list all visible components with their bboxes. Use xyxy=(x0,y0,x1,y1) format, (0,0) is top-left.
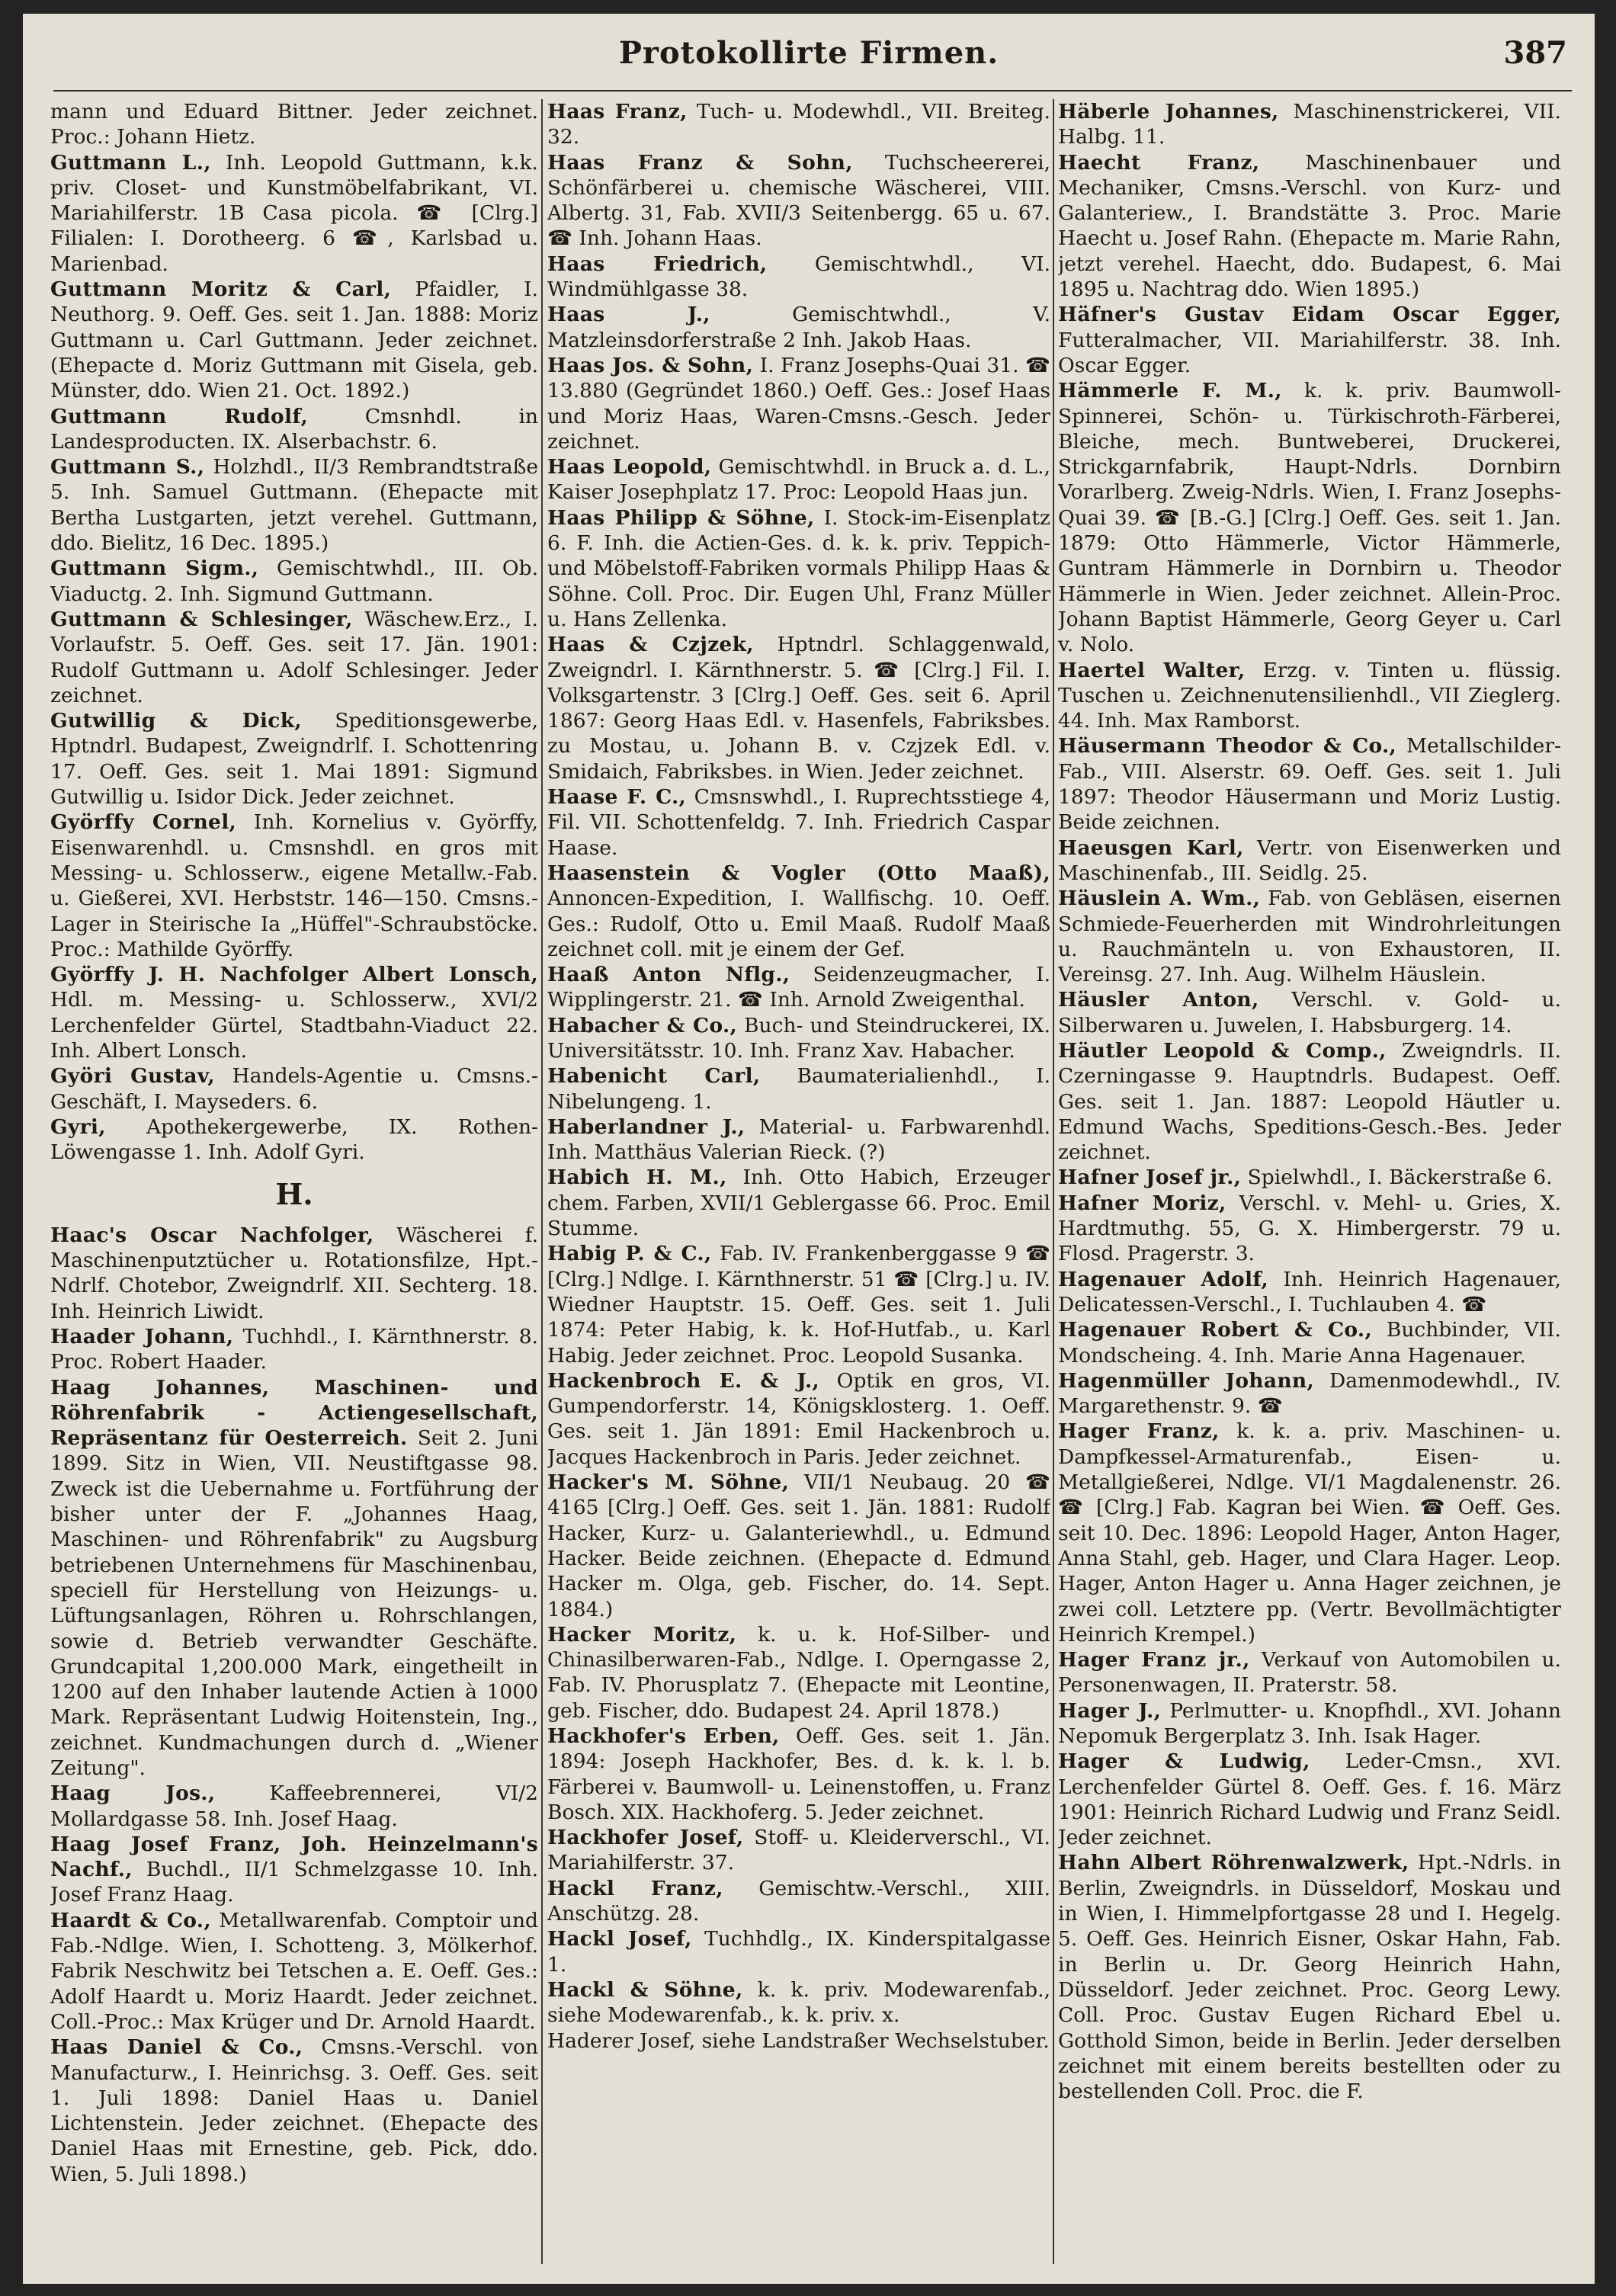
firm-entry xyxy=(547,2028,1050,2054)
firm-details: Verkauf von Automobilen u. Personenwagen, II. Praterstr. 58. xyxy=(1058,1648,1561,1698)
firm-details: Tuchscheererei, Schönfärberei u. chemische Wäscherei, VIII. Albertg. 31, Fab. XVII/3 Seitenbergg. 65 u. 67. ☎ Inh. Johann Haas. xyxy=(547,150,1050,251)
firm-details: Metallschilder-Fab., VIII. Alserstr. 69. Oeff. Ges. seit 1. Juli 1897: Theodor Häusermann und Moriz Lustig. Beide zeichnen. xyxy=(1058,734,1561,835)
firm-name: Haas Leopold, xyxy=(547,455,712,479)
firm-name: Hagenmüller Johann, xyxy=(1058,1368,1314,1393)
firm-entry xyxy=(1058,1647,1561,1698)
firm-details: k. u. k. Hof-Silber- und Chinasilberwaren-Fab., Ndlge. I. Operngasse 2, Fab. IV. Phorusplatz 7. (Ehepacte mit Leontine, geb. Fischer, ddo. Budapest 24. April 1878.) xyxy=(547,1622,1050,1723)
firm-name: Györffy J. H. Nachfolger Albert Lonsch, xyxy=(50,963,538,987)
firm-entry xyxy=(547,784,1050,861)
firm-details: Metallwarenfab. Comptoir und Fab.-Ndlge. Wien, I. Schotteng. 3, Mölkerhof. Fabrik Neschwitz bei Tetschen a. E. Oeff. Ges.: Adolf Haardt u. Moriz Haardt. Jeder zeichnet. Coll.-Proc.: Max Krüger und Dr. Arnold Haardt. xyxy=(50,1908,538,2034)
firm-name: Haberlandner J., xyxy=(547,1114,745,1139)
firm-entry xyxy=(50,708,538,810)
firm-name: Gutwillig & Dick, xyxy=(50,709,302,733)
firm-entry xyxy=(547,1876,1050,1927)
firm-details: Tuch- u. Modewhdl., VII. Breiteg. 32. xyxy=(547,100,1050,149)
firm-details: Pfaidler, I. Neuthorg. 9. Oeff. Ges. seit 1. Jan. 1888: Moriz Guttmann u. Carl Guttmann. Jeder zeichnet. (Ehepacte d. Moriz Guttmann mit Gisela, geb. Münster, ddo. Wien 21. Oct. 1892.) xyxy=(50,277,538,403)
firm-details: Inh. Leopold Guttmann, k.k. priv. Closet- und Kunstmöbelfabrikant, VI. Mariahilferstr. 1B Casa picola. ☎ [Clrg.] Filialen: I. Dorotheerg. 6 ☎, Karlsbad u. Marienbad. xyxy=(50,150,538,276)
firm-details: Inh. Otto Habich, Erzeuger chem. Farben, XVII/1 Geblergasse 66. Proc. Emil Stumme. xyxy=(547,1166,1050,1241)
firm-name: Habacher & Co., xyxy=(547,1013,738,1037)
directory-page xyxy=(23,14,1595,2284)
firm-entry xyxy=(1058,987,1561,1038)
firm-name: Hagenauer Robert & Co., xyxy=(1058,1318,1372,1342)
firm-entry xyxy=(547,505,1050,632)
firm-details: Cmsns.-Verschl. von Manufacturw., I. Heinrichsg. 3. Oeff. Ges. seit 1. Juli 1898: Daniel Haas u. Daniel Lichtenstein. Jeder zeichnet. (Ehepacte des Daniel Haas mit Ernestine, geb. Pick, ddo. Wien, 5. Juli 1898.) xyxy=(50,2035,538,2186)
firm-entry xyxy=(547,1063,1050,1114)
firm-details: Verschl. v. Mehl- u. Gries, X. Hardtmuthg. 55, G. X. Himbergerstr. 79 u. Flosd. Pragerstr. 3. xyxy=(1058,1191,1561,1266)
firm-name: Hackenbroch E. & J., xyxy=(547,1368,820,1393)
firm-details: Kaffeebrennerei, VI/2 Mollardgasse 58. Inh. Josef Haag. xyxy=(50,1781,538,1831)
firm-name: Guttmann & Schlesinger, xyxy=(50,607,353,631)
firm-name: Hackhofer's Erben, xyxy=(547,1724,780,1748)
column-divider xyxy=(541,99,543,2264)
firm-details: Damenmodewhdl., IV. Margarethenstr. 9. ☎ xyxy=(1058,1368,1561,1419)
firm-name: Haag Josef Franz, Joh. Heinzelmann's Nachf., xyxy=(50,1832,538,1882)
column-2 xyxy=(547,99,1050,2264)
firm-name: Häuslein A. Wm., xyxy=(1058,887,1261,911)
firm-name: Haas J., xyxy=(547,303,710,327)
firm-entry xyxy=(547,1622,1050,1724)
firm-details: Cmsnhdl. in Landesproducten. IX. Alserbachstr. 6. xyxy=(50,404,538,454)
firm-details: Buch- und Steindruckerei, IX. Universitätsstr. 10. Inh. Franz Xav. Habacher. xyxy=(547,1013,1050,1063)
firm-details: Gemischtw.-Verschl., XIII. Anschützg. 28. xyxy=(547,1876,1050,1926)
firm-entry xyxy=(1058,1419,1561,1647)
firm-name: Haardt & Co., xyxy=(50,1908,211,1932)
firm-entry xyxy=(547,353,1050,454)
firm-name: Gyri, xyxy=(50,1114,106,1139)
firm-details: Optik en gros, VI. Gumpendorferstr. 14, Königsklosterg. 1. Oeff. Ges. seit 1. Jän 1891: Emil Hackenbroch u. Jacques Hackenbroch in Paris. Jeder zeichnet. xyxy=(547,1368,1050,1469)
firm-entry xyxy=(547,1724,1050,1825)
firm-details: Gemischtwhdl., VI. Windmühlgasse 38. xyxy=(547,252,1050,302)
firm-entry xyxy=(1058,835,1561,887)
firm-entry xyxy=(50,556,538,607)
firm-details: Perlmutter- u. Knopfhdl., XVI. Johann Nepomuk Bergerplatz 3. Inh. Isak Hager. xyxy=(1058,1698,1561,1748)
firm-name: Györffy Cornel, xyxy=(50,810,237,835)
firm-entry xyxy=(50,607,538,708)
firm-name: Haader Johann, xyxy=(50,1324,234,1348)
firm-name: Haeusgen Karl, xyxy=(1058,835,1244,860)
firm-name: Habenicht Carl, xyxy=(547,1064,761,1089)
firm-entry xyxy=(547,861,1050,962)
firm-details: k. k. priv. Baumwoll-Spinnerei, Schön- u. Türkischroth-Färberei, Bleiche, mech. Buntweberei, Druckerei, Strickgarnfabrik, Haupt-Ndrls. Dornbirn Vorarlberg. Zweig-Ndrls. Wien, I. Franz Josephs-Quai 39. ☎ [B.-G.] [Clrg.] Oeff. Ges. seit 1. Jan. 1879: Otto Hämmerle, Victor Hämmerle, Guntram Hämmerle in Dornbirn u. Theodor Hämmerle in Wien. Jeder zeichnet. Allein-Proc. Johann Baptist Hämmerle, Georg Geyer u. Carl v. Nolo. xyxy=(1058,379,1561,657)
firm-name: Häutler Leopold & Comp., xyxy=(1058,1038,1387,1063)
firm-details: Inh. Kornelius v. Györffy, Eisenwarenhdl. u. Cmsnshdl. en gros mit Messing- u. Schlosserw., eigene Metallw.-Fab. u. Gießerei, XVI. Herbststr. 146—150. Cmsns.-Lager in Steirische Ia „Hüffel"-Schraubstöcke. Proc.: Mathilde Györffy. xyxy=(50,810,538,961)
firm-details: Buchdl., II/1 Schmelzgasse 10. Inh. Josef Franz Haag. xyxy=(50,1858,538,1907)
firm-entry xyxy=(1058,1165,1561,1190)
firm-entry xyxy=(547,1977,1050,2028)
firm-entry xyxy=(50,1781,538,1832)
firm-name: Habich H. M., xyxy=(547,1166,727,1190)
firm-entry xyxy=(547,454,1050,505)
firm-entry xyxy=(50,454,538,556)
firm-name: Haag Johannes, Maschinen- und Röhrenfabrik - Actiengesellschaft, Repräsentanz für Oesterreich. xyxy=(50,1375,538,1451)
firm-entry xyxy=(1058,1038,1561,1165)
firm-entry xyxy=(547,252,1050,303)
page-header xyxy=(23,35,1595,96)
firm-details: I. Franz Josephs-Quai 31. ☎ 13.880 (Gegründet 1860.) Oeff. Ges.: Josef Haas und Moriz Haas, Waren-Cmsns.-Gesch. Jeder zeichnet. xyxy=(547,353,1050,454)
firm-name: Hager Franz jr., xyxy=(1058,1648,1250,1672)
firm-details: Baumaterialienhdl., I. Nibelungeng. 1. xyxy=(547,1064,1050,1114)
firm-details: Wäschew.Erz., I. Vorlaufstr. 5. Oeff. Ges. seit 17. Jän. 1901: Rudolf Guttmann u. Adolf Schlesinger. Jeder zeichnet. xyxy=(50,607,538,707)
firm-entry xyxy=(547,632,1050,784)
firm-entry xyxy=(547,150,1050,252)
firm-entry xyxy=(547,99,1050,150)
firm-entry xyxy=(50,1832,538,1908)
firm-details: Gemischtwhdl., III. Ob. Viaductg. 2. Inh. Sigmund Guttmann. xyxy=(50,556,538,606)
firm-name: Hager & Ludwig, xyxy=(1058,1749,1310,1774)
firm-details: Erzg. v. Tinten u. flüssig. Tuschen u. Zeichnenutensilienhdl., VII Zieglerg. 44. Inh. Max Ramborst. xyxy=(1058,658,1561,733)
firm-name: Häfner's Gustav Eidam Oscar Egger, xyxy=(1058,303,1561,327)
firm-name: Haag Jos., xyxy=(50,1781,216,1806)
firm-details: Leder-Cmsn., XVI. Lerchenfelder Gürtel 8. Oeff. Ges. f. 16. März 1901: Heinrich Richard Ludwig und Franz Seidl. Jeder zeichnet. xyxy=(1058,1749,1561,1850)
firm-details: Gemischtwhdl. in Bruck a. d. L., Kaiser Josephplatz 17. Proc: Leopold Haas jun. xyxy=(547,455,1050,505)
firm-entry xyxy=(50,99,538,150)
header-rule xyxy=(53,90,1572,91)
firm-details: Verschl. v. Gold- u. Silberwaren u. Juwelen, I. Habsburgerg. 14. xyxy=(1058,988,1561,1037)
firm-name: Hackl Franz, xyxy=(547,1876,723,1900)
firm-name: Haas Philipp & Söhne, xyxy=(547,505,815,530)
column-1 xyxy=(50,99,538,2264)
firm-entry xyxy=(50,1908,538,2035)
firm-details: Buchbinder, VII. Mondscheing. 4. Inh. Marie Anna Hagenauer. xyxy=(1058,1318,1561,1368)
firm-details: Haderer Josef, siehe Landstraßer Wechselstuber. xyxy=(547,2028,1050,2053)
firm-name: Hackhofer Josef, xyxy=(547,1826,744,1850)
firm-name: Guttmann Rudolf, xyxy=(50,404,309,428)
firm-details: k. k. a. priv. Maschinen- u. Dampfkessel-Armaturenfab., Eisen- u. Metallgießerei, Ndlge. VI/1 Magdalenenstr. 26. ☎ [Clrg.] Fab. Kagran bei Wien. ☎ Oeff. Ges. seit 10. Dec. 1896: Leopold Hager, Anton Hager, Anna Stahl, geb. Hager, und Clara Hager. Leop. Hager, Anton Hager u. Anna Hager zeichnen, je zwei coll. Letztere pp. (Vertr. Bevollmächtigter Heinrich Krempel.) xyxy=(1058,1419,1561,1647)
firm-details: Apothekergewerbe, IX. Rothen-Löwengasse 1. Inh. Adolf Gyri. xyxy=(50,1114,538,1165)
firm-details: Seit 2. Juni 1899. Sitz in Wien, VII. Neustiftgasse 98. Zweck ist die Uebernahme u. Fortführung der bisher unter der F. „Johannes Haag, Maschinen- und Röhrenfabrik" zu Augsburg betriebenen Unternehmens für Maschinenbau, speciell für Herstellung von Heizungs- u. Lüftungsanlagen, Röhren u. Rohrschlangen, sowie d. Betrieb verwandter Geschäfte. Grundcapital 1,200.000 Mark, eingetheilt in 1200 auf den Inhaber lautende Actien à 1000 Mark. Repräsentant Ludwig Hoitenstein, Ing., zeichnet. Kundmachungen durch d. „Wiener Zeitung". xyxy=(50,1426,538,1780)
firm-details: Material- u. Farbwarenhdl. Inh. Matthäus Valerian Rieck. (?) xyxy=(547,1114,1050,1165)
firm-name: Hafner Moriz, xyxy=(1058,1191,1226,1215)
firm-name: Haac's Oscar Nachfolger, xyxy=(50,1223,374,1247)
firm-entry xyxy=(1058,1191,1561,1267)
firm-details: Stoff- u. Kleiderverschl., VI. Mariahilferstr. 37. xyxy=(547,1826,1050,1875)
firm-name: Habig P. & C., xyxy=(547,1242,712,1266)
firm-name: Hagenauer Adolf, xyxy=(1058,1267,1269,1291)
firm-details: k. k. priv. Modewarenfab., siehe Modewarenfab., k. k. priv. x. xyxy=(547,1977,1050,2028)
firm-details: Gemischtwhdl., V. Matzleinsdorferstraße 2 Inh. Jakob Haas. xyxy=(547,303,1050,352)
firm-name: Guttmann Sigm., xyxy=(50,556,259,581)
firm-details: Tuchhdlg., IX. Kinderspitalgasse 1. xyxy=(547,1927,1050,1977)
firm-name: Hacker Moritz, xyxy=(547,1622,737,1647)
firm-name: Häberle Johannes, xyxy=(1058,100,1279,123)
firm-details: Wäscherei f. Maschinenputztücher u. Rotationsfilze, Hpt.-Ndrlf. Chotebor, Zweigndrlf. XII. Sechterg. 18. Inh. Heinrich Liwidt. xyxy=(50,1223,538,1323)
running-title: Protokollirte Firmen. xyxy=(618,35,999,71)
firm-entry xyxy=(547,1825,1050,1876)
firm-name: Häusermann Theodor & Co., xyxy=(1058,734,1397,758)
firm-entry xyxy=(50,404,538,455)
firm-details: Cmsnswhdl., I. Ruprechtsstiege 4, Fil. VII. Schottenfeldg. 7. Inh. Friedrich Caspar Haase. xyxy=(547,785,1050,860)
firm-entry xyxy=(50,150,538,277)
firm-entry xyxy=(547,1165,1050,1241)
firm-details: Fab. von Gebläsen, eisernen Schmiede-Feuerherden mit Windrohrleitungen u. Rauchmänteln u. von Exhaustoren, II. Vereinsg. 27. Inh. Aug. Wilhelm Häuslein. xyxy=(1058,887,1561,987)
firm-entry xyxy=(1058,378,1561,657)
column-divider xyxy=(1053,99,1054,2264)
firm-entry xyxy=(50,2035,538,2187)
firm-name: Hacker's M. Söhne, xyxy=(547,1470,790,1495)
firm-name: Haasenstein & Vogler (Otto Maaß), xyxy=(547,861,1050,885)
firm-details: Inh. Heinrich Hagenauer, Delicatessen-Verschl., I. Tuchlauben 4. ☎ xyxy=(1058,1267,1561,1316)
firm-entry xyxy=(1058,1698,1561,1749)
firm-entry xyxy=(50,277,538,403)
firm-details: VII/1 Neubaug. 20 ☎ 4165 [Clrg.] Oeff. Ges. seit 1. Jän. 1881: Rudolf Hacker, Kurz- u. Galanteriewhdl., u. Edmund Hacker. Beide zeichnen. (Ehepacte d. Edmund Hacker m. Olga, geb. Fischer, do. 14. Sept. 1884.) xyxy=(547,1470,1050,1621)
firm-name: Haaß Anton Nflg., xyxy=(547,963,790,987)
firm-name: Hager Franz, xyxy=(1058,1419,1220,1444)
firm-entry xyxy=(547,302,1050,353)
firm-entry xyxy=(50,1375,538,1781)
firm-entry xyxy=(50,1223,538,1324)
firm-details: Speditionsgewerbe, Hptndrl. Budapest, Zweigndrlf. I. Schottenring 17. Oeff. Ges. seit 1. Mai 1891: Sigmund Gutwillig u. Isidor Dick. Jeder zeichnet. xyxy=(50,709,538,810)
firm-entry xyxy=(1058,1317,1561,1368)
firm-name: Haas & Czjzek, xyxy=(547,633,754,657)
firm-details: Spielwhdl., I. Bäckerstraße 6. xyxy=(1241,1166,1553,1190)
firm-entry xyxy=(50,1324,538,1375)
firm-entry xyxy=(1058,150,1561,303)
firm-entry xyxy=(547,1368,1050,1470)
firm-entry xyxy=(547,1013,1050,1064)
firm-details: Maschinenstrickerei, VII. Halbg. 11. xyxy=(1058,100,1561,149)
firm-entry xyxy=(547,1926,1050,1977)
firm-name: Haas Franz & Sohn, xyxy=(547,150,853,175)
firm-entry xyxy=(50,1063,538,1114)
firm-name: Hahn Albert Röhrenwalzwerk, xyxy=(1058,1851,1409,1875)
firm-entry xyxy=(50,962,538,1063)
firm-entry xyxy=(1058,1850,1561,2104)
firm-details: I. Stock-im-Eisenplatz 6. F. Inh. die Actien-Ges. d. k. k. priv. Teppich- und Möbelstoff-Fabriken vormals Philipp Haas & Söhne. Coll. Proc. Dir. Eugen Uhl, Franz Müller u. Hans Zellenka. xyxy=(547,505,1050,631)
firm-details: Fab. IV. Frankenberggasse 9 ☎ [Clrg.] Ndlge. I. Kärnthnerstr. 51 ☎ [Clrg.] u. IV. Wiedner Hauptstr. 15. Oeff. Ges. seit 1. Juli 1874: Peter Habig, k. k. Hof-Hutfab., u. Karl Habig. Jeder zeichnet. Proc. Leopold Susanka. xyxy=(547,1242,1050,1368)
firm-entry xyxy=(50,810,538,962)
firm-name: Haecht Franz, xyxy=(1058,150,1260,175)
firm-name: Hackl Josef, xyxy=(547,1927,692,1951)
firm-entry xyxy=(1058,1267,1561,1318)
firm-details: Zweigndrls. II. Czerningasse 9. Hauptndrls. Budapest. Oeff. Ges. seit 1. Jan. 1887: Leopold Häutler u. Edmund Wachs, Speditions-Gesch.-Bes. Jeder zeichnet. xyxy=(1058,1038,1561,1165)
firm-details: Maschinenbauer und Mechaniker, Cmsns.-Verschl. von Kurz- und Galanteriew., I. Brandstätte 3. Proc. Marie Haecht u. Josef Rahn. (Ehepacte m. Marie Rahn, jetzt verehel. Haecht, ddo. Budapest, 6. Mai 1895 u. Nachtrag ddo. Wien 1895.) xyxy=(1058,150,1561,302)
firm-details: Handels-Agentie u. Cmsns.-Geschäft, I. Mayseders. 6. xyxy=(50,1064,538,1114)
firm-name: Häusler Anton, xyxy=(1058,988,1259,1012)
firm-entry xyxy=(547,1241,1050,1368)
firm-entry xyxy=(1058,1368,1561,1419)
firm-name: Hämmerle F. M., xyxy=(1058,379,1282,403)
firm-details: Vertr. von Eisenwerken und Maschinenfab., III. Seidlg. 25. xyxy=(1058,835,1561,885)
firm-details: Hptndrl. Schlaggenwald, Zweigndrl. I. Kärnthnerstr. 5. ☎ [Clrg.] Fil. I. Volksgartenstr. 3 [Clrg.] Oeff. Ges. seit 6. April 1867: Georg Haas Edl. v. Hasenfels, Fabriksbes. zu Mostau, u. Johann B. v. Czjzek Edl. v. Smidaich, Fabriksbes. in Wien. Jeder zeichnet. xyxy=(547,633,1050,784)
firm-name: Haas Jos. & Sohn, xyxy=(547,353,754,377)
firm-details: Seidenzeugmacher, I. Wipplingerstr. 21. ☎ Inh. Arnold Zweigenthal. xyxy=(547,963,1050,1012)
firm-details: Oeff. Ges. seit 1. Jän. 1894: Joseph Hackhofer, Bes. d. k. k. l. b. Färberei v. Baumwoll- u. Leinenstoffen, u. Franz Bosch. XIX. Hackhoferg. 5. Jeder zeichnet. xyxy=(547,1724,1050,1824)
firm-details: Futteralmacher, VII. Mariahilferstr. 38. Inh. Oscar Egger. xyxy=(1058,328,1561,377)
firm-name: Haas Franz, xyxy=(547,100,688,123)
firm-entry xyxy=(1058,733,1561,835)
firm-entry xyxy=(1058,658,1561,734)
firm-details: Hdl. m. Messing- u. Schlosserw., XVI/2 Lerchenfelder Gürtel, Stadtbahn-Viaduct 22. Inh. Albert Lonsch. xyxy=(50,988,538,1063)
firm-name: Haase F. C., xyxy=(547,785,687,810)
firm-details: Hpt.-Ndrls. in Berlin, Zweigndrls. in Düsseldorf, Moskau und in Wien, I. Himmelpfortgasse 28 und I. Hegelg. 5. Oeff. Ges. Heinrich Eisner, Oskar Hahn, Fab. in Berlin u. Dr. Georg Heinrich Hahn, Düsseldorf. Jeder zeichnet. Proc. Georg Lewy. Coll. Proc. Gustav Eugen Richard Ebel u. Gotthold Simon, beide in Berlin. Jeder derselben zeichnet mit einem bereits bestellten oder zu bestellenden Coll. Proc. die F. xyxy=(1058,1851,1561,2104)
firm-name: Haas Friedrich, xyxy=(547,252,768,276)
firm-name: Guttmann S., xyxy=(50,455,205,479)
firm-details: Tuchhdl., I. Kärnthnerstr. 8. Proc. Robert Haader. xyxy=(50,1324,538,1374)
firm-name: Hafner Josef jr., xyxy=(1058,1166,1242,1190)
firm-name: Guttmann Moritz & Carl, xyxy=(50,277,392,302)
firm-name: Györi Gustav, xyxy=(50,1064,215,1089)
firm-entry xyxy=(1058,1749,1561,1850)
firm-entry xyxy=(1058,886,1561,987)
column-3 xyxy=(1058,99,1561,2264)
firm-name: Haertel Walter, xyxy=(1058,658,1246,682)
section-heading: H. xyxy=(275,1177,313,1212)
firm-entry xyxy=(547,1114,1050,1166)
firm-details: mann und Eduard Bittner. Jeder zeichnet. Proc.: Johann Hietz. xyxy=(50,100,538,149)
firm-entry xyxy=(547,962,1050,1013)
firm-name: Haas Daniel & Co., xyxy=(50,2035,303,2060)
firm-name: Hackl & Söhne, xyxy=(547,1977,743,2002)
firm-details: Annoncen-Expedition, I. Wallfischg. 10. Oeff. Ges.: Rudolf, Otto u. Emil Maaß. Rudolf Maaß zeichnet coll. mit je einem der Gef. xyxy=(547,887,1050,961)
firm-details: Holzhdl., II/3 Rembrandtstraße 5. Inh. Samuel Guttmann. (Ehepacte mit Bertha Lustgarten, jetzt verehel. Guttmann, ddo. Bielitz, 16 Dec. 1895.) xyxy=(50,455,538,556)
firm-entry xyxy=(1058,99,1561,150)
firm-entry xyxy=(50,1114,538,1166)
page-number: 387 xyxy=(1503,35,1567,71)
firm-name: Hager J., xyxy=(1058,1698,1162,1723)
firm-name: Guttmann L., xyxy=(50,150,211,175)
firm-entry xyxy=(547,1470,1050,1622)
firm-entry xyxy=(1058,302,1561,378)
